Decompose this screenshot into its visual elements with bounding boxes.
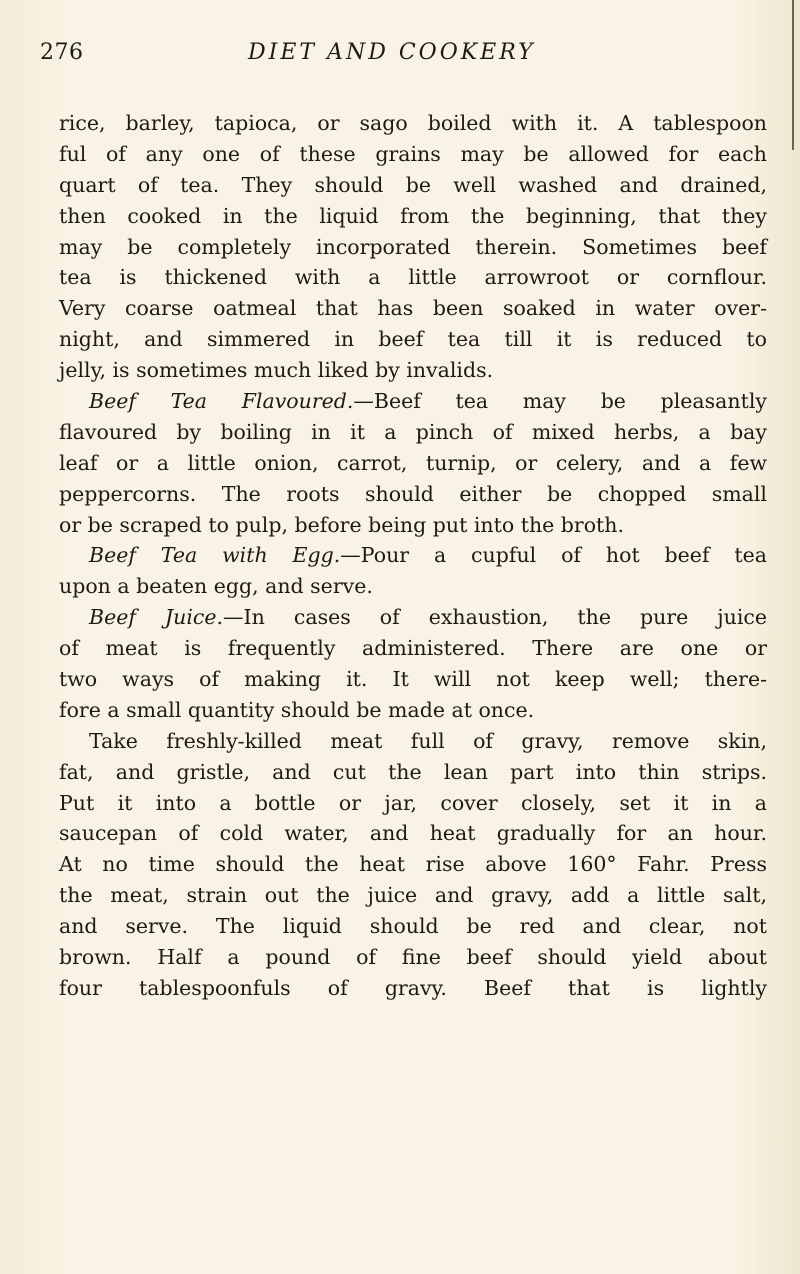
- page-header: [40, 36, 780, 76]
- text-line: ful of any one of these grains may be allowed for each: [59, 141, 767, 166]
- running-title: DIET AND COOKERY: [248, 40, 536, 65]
- text-line: jelly, is sometimes much liked by invalids.: [59, 358, 494, 383]
- page-edge-shadow: [792, 0, 794, 150]
- text-line: brown. Half a pound of fine beef should yield about: [59, 945, 767, 970]
- text-line: tea is thickened with a little arrowroot or cornflour.: [59, 265, 767, 290]
- text-line: Take freshly-killed meat full of gravy, remove skin,: [89, 728, 767, 753]
- text-line: fat, and gristle, and cut the lean part into thin strips.: [59, 759, 767, 784]
- text-line: then cooked in the liquid from the beginning, that they: [59, 203, 767, 228]
- text-line: the meat, strain out the juice and gravy, add a little salt,: [59, 883, 767, 908]
- text-line: Put it into a bottle or jar, cover closely, set it in a: [59, 790, 767, 815]
- text-line: quart of tea. They should be well washed and drained,: [59, 172, 767, 197]
- body-text: [59, 108, 767, 1004]
- text-line: leaf or a little onion, carrot, turnip, or celery, and a few: [59, 450, 767, 475]
- text-line: may be completely incorporated therein. Sometimes beef: [59, 234, 767, 259]
- text-line: night, and simmered in beef tea till it is reduced to: [59, 327, 767, 352]
- text-line: flavoured by boiling in it a pinch of mixed herbs, a bay: [59, 419, 767, 444]
- text-line: At no time should the heat rise above 160° Fahr. Press: [59, 852, 767, 877]
- text-line: two ways of making it. It will not keep well; there-: [59, 667, 767, 692]
- section-heading: Beef Juice.: [89, 605, 224, 630]
- page-number: 276: [40, 40, 84, 65]
- text-line: fore a small quantity should be made at once.: [59, 697, 535, 722]
- text-line: Very coarse oatmeal that has been soaked in water over-: [59, 296, 767, 321]
- text-line: or be scraped to pulp, before being put into the broth.: [59, 512, 625, 537]
- text-line: rice, barley, tapioca, or sago boiled with it. A tablespoon: [59, 111, 767, 135]
- text-line: peppercorns. The roots should either be chopped small: [59, 481, 767, 506]
- section-heading: Beef Tea Flavoured.: [89, 389, 354, 414]
- section-beef-tea-flavoured: Beef Tea Flavoured.—Beef tea may be pleasantly: [89, 389, 767, 414]
- section-beef-tea-with-egg: Beef Tea with Egg.—Pour a cupful of hot beef tea: [89, 543, 768, 568]
- section-heading: Beef Tea with Egg.: [89, 543, 341, 568]
- text-line: upon a beaten egg, and serve.: [59, 574, 373, 599]
- text-line: four tablespoonfuls of gravy. Beef that is lightly: [59, 975, 767, 1000]
- section-beef-juice: Beef Juice.—In cases of exhaustion, the pure juice: [89, 605, 767, 630]
- text-line: and serve. The liquid should be red and clear, not: [59, 914, 767, 939]
- text-line: of meat is frequently administered. There are one or: [59, 636, 767, 661]
- text-line: saucepan of cold water, and heat gradually for an hour.: [59, 821, 767, 846]
